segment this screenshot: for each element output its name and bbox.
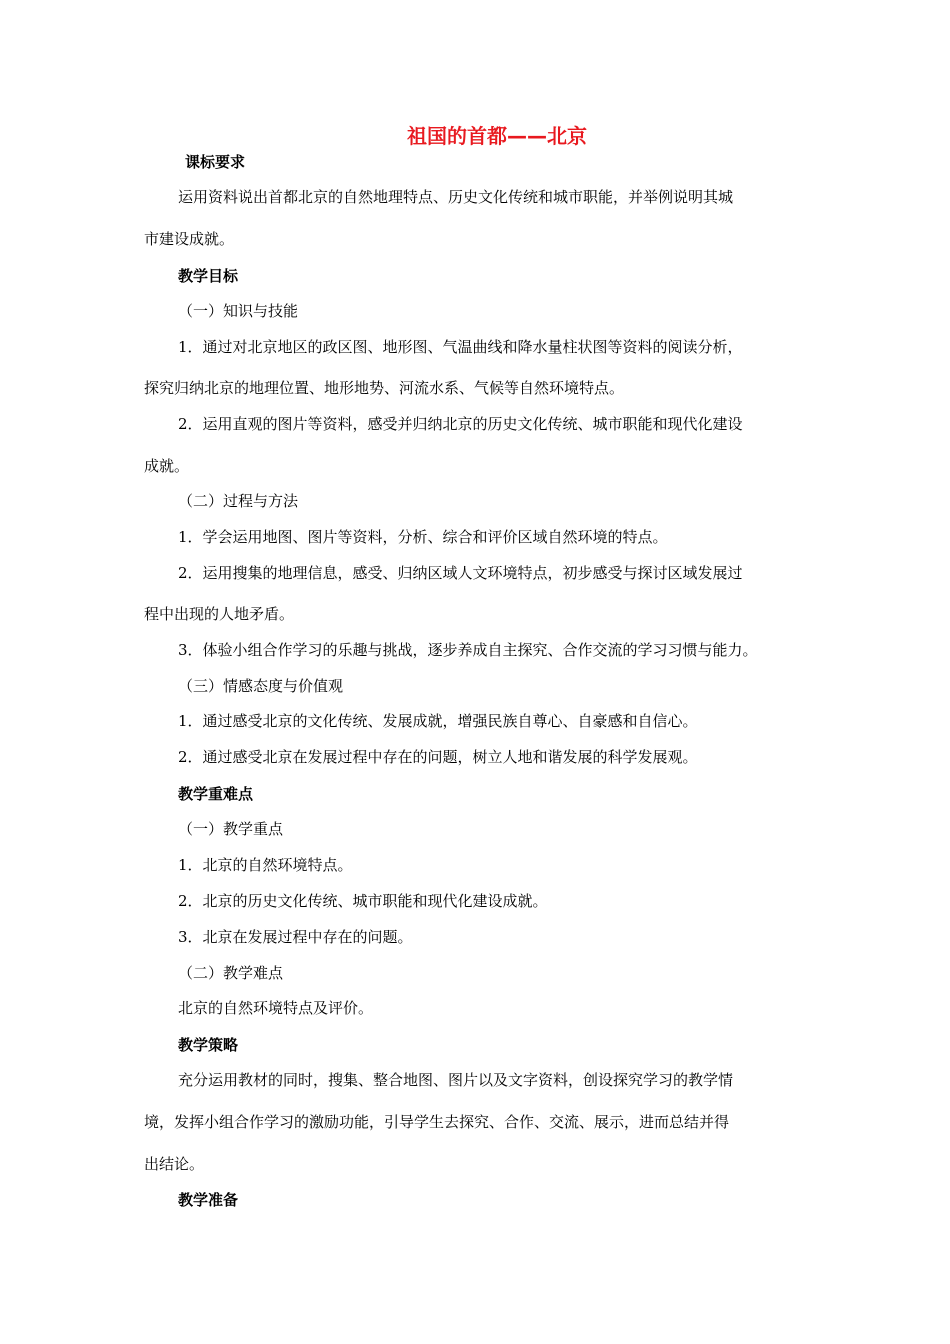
section-heading: 教学策略 xyxy=(178,1036,239,1054)
subsection-heading: （二）教学难点 xyxy=(178,964,284,982)
paragraph-line: 2．北京的历史文化传统、城市职能和现代化建设成就。 xyxy=(178,892,548,910)
section-heading: 教学重难点 xyxy=(178,785,254,803)
paragraph-line: 市建设成就。 xyxy=(144,230,235,248)
paragraph-line: 1．学会运用地图、图片等资料，分析、综合和评价区域自然环境的特点。 xyxy=(178,528,668,546)
subsection-heading: （一）教学重点 xyxy=(178,820,284,838)
paragraph-line: 境，发挥小组合作学习的激励功能，引导学生去探究、合作、交流、展示，进而总结并得 xyxy=(144,1113,730,1131)
paragraph-line: 2．运用搜集的地理信息，感受、归纳区域人文环境特点，初步感受与探讨区域发展过 xyxy=(178,564,743,582)
subsection-heading: （一）知识与技能 xyxy=(178,302,299,320)
paragraph-line: 北京的自然环境特点及评价。 xyxy=(178,999,374,1017)
document-title: 祖国的首都——北京 xyxy=(407,124,587,148)
paragraph-line: 充分运用教材的同时，搜集、整合地图、图片以及文字资料，创设探究学习的教学情 xyxy=(178,1071,734,1089)
paragraph-line: 1．通过感受北京的文化传统、发展成就，增强民族自尊心、自豪感和自信心。 xyxy=(178,712,698,730)
paragraph-line: 出结论。 xyxy=(144,1155,205,1173)
paragraph-line: 程中出现的人地矛盾。 xyxy=(144,605,295,623)
paragraph-line: 1．北京的自然环境特点。 xyxy=(178,856,353,874)
paragraph-line: 3．北京在发展过程中存在的问题。 xyxy=(178,928,413,946)
paragraph-line: 成就。 xyxy=(144,457,190,475)
paragraph-line: 2．运用直观的图片等资料，感受并归纳北京的历史文化传统、城市职能和现代化建设 xyxy=(178,415,743,433)
section-heading: 教学目标 xyxy=(178,267,239,285)
section-heading: 教学准备 xyxy=(178,1191,239,1209)
paragraph-line: 探究归纳北京的地理位置、地形地势、河流水系、气候等自然环境特点。 xyxy=(144,379,625,397)
paragraph-line: 2．通过感受北京在发展过程中存在的问题，树立人地和谐发展的科学发展观。 xyxy=(178,748,698,766)
paragraph-line: 1．通过对北京地区的政区图、地形图、气温曲线和降水量柱状图等资料的阅读分析， xyxy=(178,338,743,356)
subsection-heading: （二）过程与方法 xyxy=(178,492,299,510)
paragraph-line: 3．体验小组合作学习的乐趣与挑战，逐步养成自主探究、合作交流的学习习惯与能力。 xyxy=(178,641,758,659)
subsection-heading: （三）情感态度与价值观 xyxy=(178,677,344,695)
section-heading: 课标要求 xyxy=(185,153,246,171)
paragraph-line: 运用资料说出首都北京的自然地理特点、历史文化传统和城市职能，并举例说明其城 xyxy=(178,188,734,206)
